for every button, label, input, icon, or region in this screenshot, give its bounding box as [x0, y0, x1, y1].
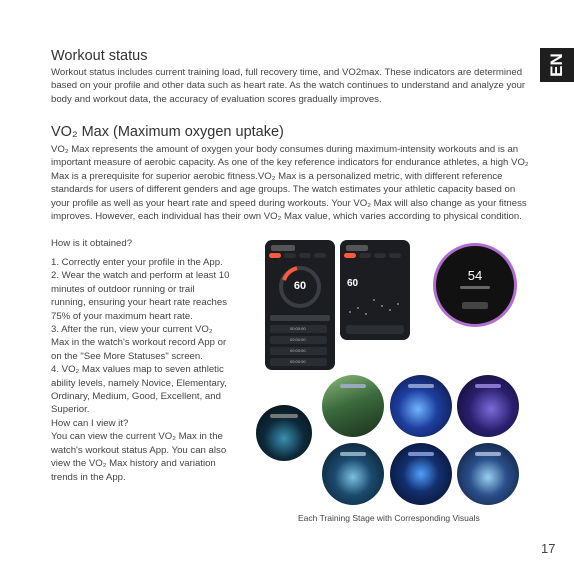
watch-subtitle-bar [460, 286, 490, 289]
stage-label-bar [475, 384, 501, 388]
stage-label-bar [340, 384, 366, 388]
phone-section-bar [270, 315, 330, 321]
trend-chart-dots [346, 292, 404, 320]
tab-pill [374, 253, 386, 258]
vo2max-steps: 1. Correctly enter your profile in the App. 2. Wear the watch and perform at least 10 minutes of outdoor running or trail running, ensuring your heart rate reaches 75% of your maximum heart rate. 3. After the run, view your current VO₂ Max in the watch's workout record App or on the "See More Statuses" screen. 4. VO₂ Max values map to seven athletic ability levels, namely Novice, Elementary, Ordinary, Medium, Good, Excellent, and Superior. How can I view it? You can view the current VO₂ Max in the watch's workout status App. You can also view the VO₂ Max history and variation trends in the App. [51, 257, 230, 483]
tab-pill [314, 253, 326, 258]
workout-status-title: Workout status [51, 48, 148, 64]
stage-label-bar [408, 452, 434, 456]
stage-visual-ordinary [390, 375, 452, 437]
stage-label-bar [475, 452, 501, 456]
watch-vo2max-value: 54 [467, 268, 483, 283]
tab-pill [299, 253, 311, 258]
stage-visual-medium [457, 375, 519, 437]
language-tab-label: EN [547, 53, 566, 77]
stage-label-bar [270, 414, 298, 418]
phone-header-bar [346, 245, 368, 251]
vo2max-title: VO₂ Max (Maximum oxygen uptake) [51, 124, 284, 140]
history-row: 00:00:00 [270, 336, 327, 344]
vo2max-body: VO₂ Max represents the amount of oxygen your body consumes during maximum-intensity workouts and is an important measure of aerobic capacity. As one of the key reference indicators for endurance athletes, a high VO₂ Max is a prerequisite for superior aerobic fitness.VO₂ Max is a personalized metric, with different reference standards for users of different genders and age groups. The watch estimates your athletic capacity based on your profile as well as your heart rate and speed during workouts. Your VO₂ Max will also change as your fitness improves. However, each individual has their own VO₂ Max value, which varies according to physical condition. [51, 144, 529, 223]
phone-header-bar [271, 245, 295, 251]
stage-visual-elementary [322, 375, 384, 437]
history-row: 00:00:00 [270, 325, 327, 333]
tab-active-pill [269, 253, 281, 258]
language-tab [540, 48, 574, 82]
stage-label-bar [340, 452, 366, 456]
tab-active-pill [344, 253, 356, 258]
watch-button [462, 302, 488, 309]
figure-caption: Each Training Stage with Corresponding Visuals [298, 513, 480, 523]
stage-visual-superior [457, 443, 519, 505]
how-obtained-heading: How is it obtained? [51, 238, 133, 249]
phone2-vo2max-value: 60 [347, 278, 359, 289]
phone-bottom-bar [346, 325, 404, 334]
history-row: 00:00:00 [270, 358, 327, 366]
page-number: 17 [541, 541, 556, 556]
stage-visual-novice [256, 405, 312, 461]
history-row: 00:00:00 [270, 347, 327, 355]
phone-screen-workout-status [265, 240, 335, 370]
phone-screen-vo2max-trend [340, 240, 410, 340]
tab-pill [389, 253, 401, 258]
tab-pill [359, 253, 371, 258]
stage-visual-good [322, 443, 384, 505]
watch-face [433, 243, 517, 327]
tab-pill [284, 253, 296, 258]
workout-status-body: Workout status includes current training load, full recovery time, and VO2max. These indicators are determined based on your profile and other data such as heart rate. As the watch continues to understand and analyze your body and workout data, the accuracy of evaluation scores gradually improves. [51, 67, 526, 105]
stage-label-bar [408, 384, 434, 388]
phone1-vo2max-value: 60 [293, 280, 307, 292]
stage-visual-excellent [390, 443, 452, 505]
